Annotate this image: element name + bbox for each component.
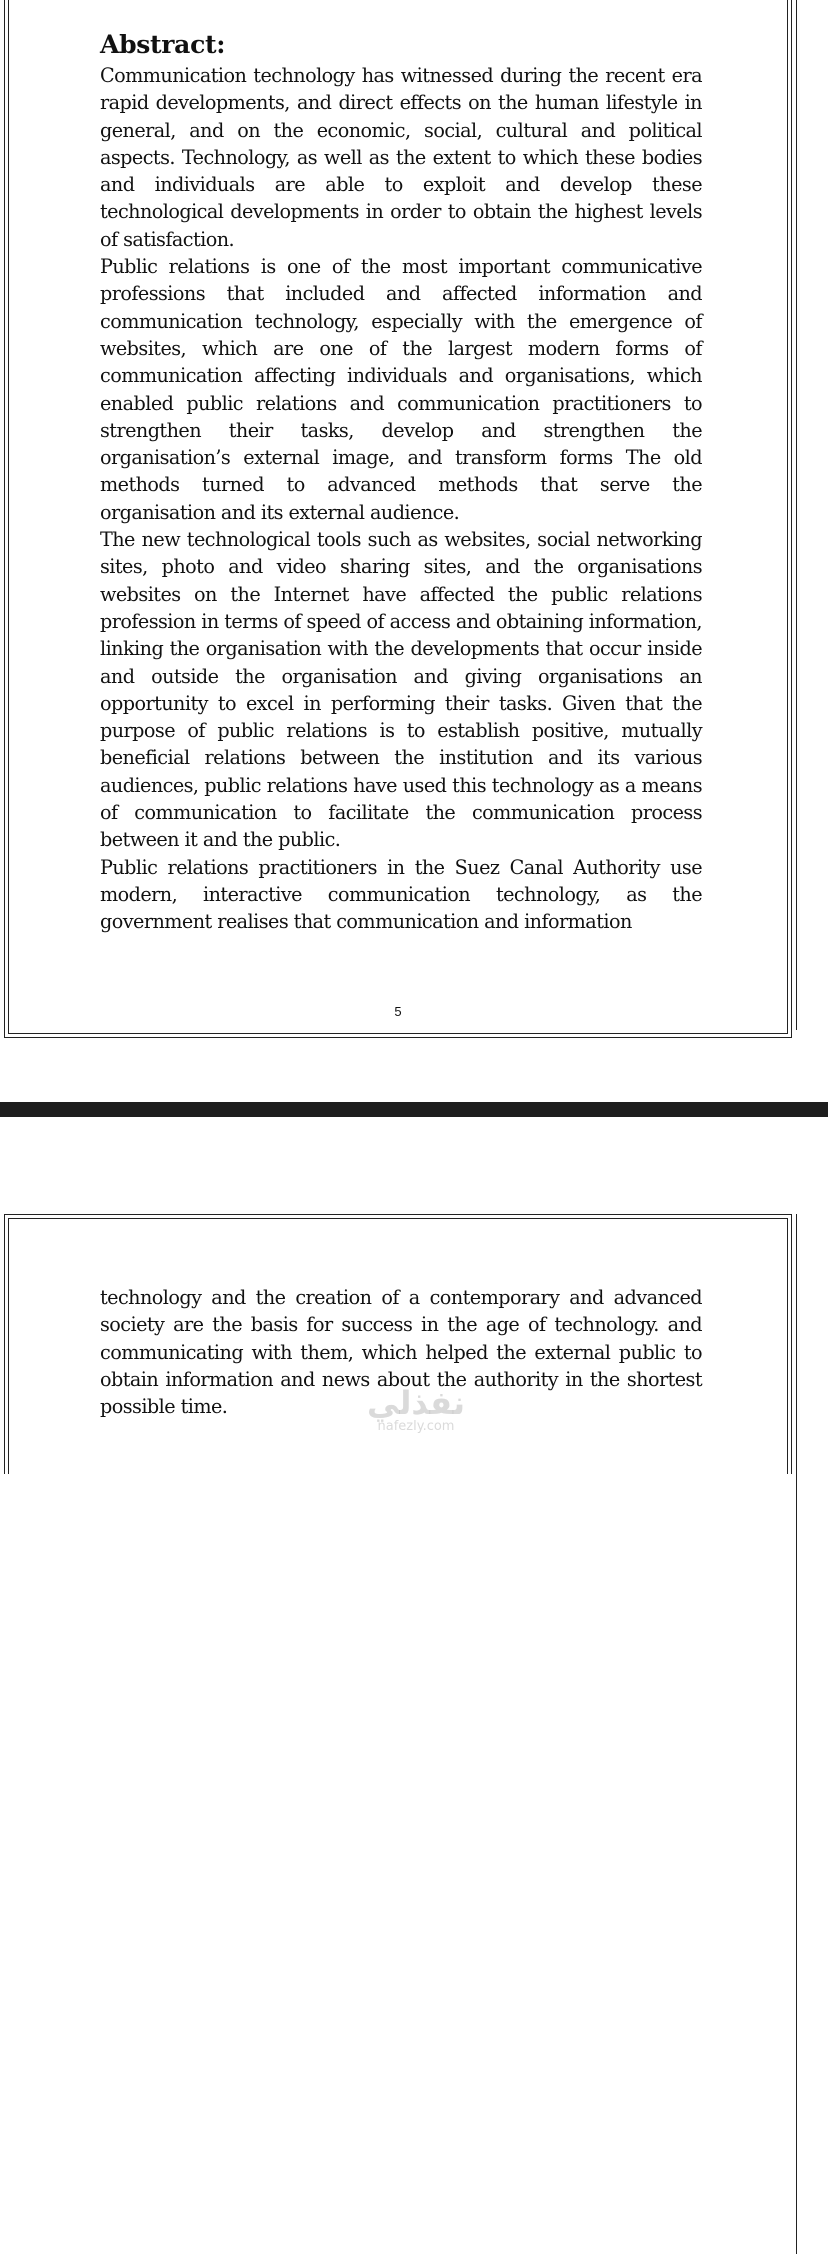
abstract-heading: Abstract:: [100, 30, 226, 59]
page-1-content: [100, 30, 702, 936]
page-separator: [0, 1102, 828, 1117]
page-2-content: [100, 1284, 702, 1420]
document-page-1: [4, 0, 792, 1038]
page-border-right: [796, 0, 797, 1030]
continued-paragraph: technology and the creation of a contemporary and advanced society are the basis for success in the age of technology. and communicating with them, which helped the external public to obtain information and news about the authority in the shortest possible time.: [100, 1286, 702, 1419]
abstract-paragraph-3: The new technological tools such as websites, social networking sites, photo and video sharing sites, and the organisations websites on the Internet have affected the public relations profession in terms of speed of access and obtaining information, linking the organisation with the developments that occur inside and outside the organisation and giving organisations an opportunity to excel in performing their tasks. Given that the purpose of public relations is to establish positive, mutually beneficial relations between the institution and its various audiences, public relations have used this technology as a means of communication to facilitate the communication process between it and the public.: [100, 528, 702, 852]
page-2-border-right: [796, 1214, 797, 2254]
page-number: 5: [394, 1004, 402, 1019]
abstract-paragraph-1: Communication technology has witnessed during the recent era rapid developments, and direct effects on the human lifestyle in general, and on the economic, social, cultural and political aspects. Technology, as well as the extent to which these bodies and individuals are able to exploit and develop these technological developments in order to obtain the highest levels of satisfaction.: [100, 64, 702, 251]
abstract-paragraph-4: Public relations practitioners in the Suez Canal Authority use modern, interactive communication technology, as the government realises that communication and information: [100, 855, 702, 934]
watermark-url-text: nafezly.com: [377, 1419, 455, 1434]
watermark-arabic-text: نفذلي: [367, 1384, 465, 1422]
abstract-paragraph-2: Public relations is one of the most important communicative professions that included and affected information and communication technology, especially with the emergence of websites, which are one of the largest modern forms of communication affecting individuals and organisations, which enabled public relations and communication practitioners to strengthen their tasks, develop and strengthen the organisation’s external image, and transform forms The old methods turned to advanced methods that serve the organisation and its external audience.: [100, 255, 702, 524]
document-page-2: [4, 1214, 792, 1474]
